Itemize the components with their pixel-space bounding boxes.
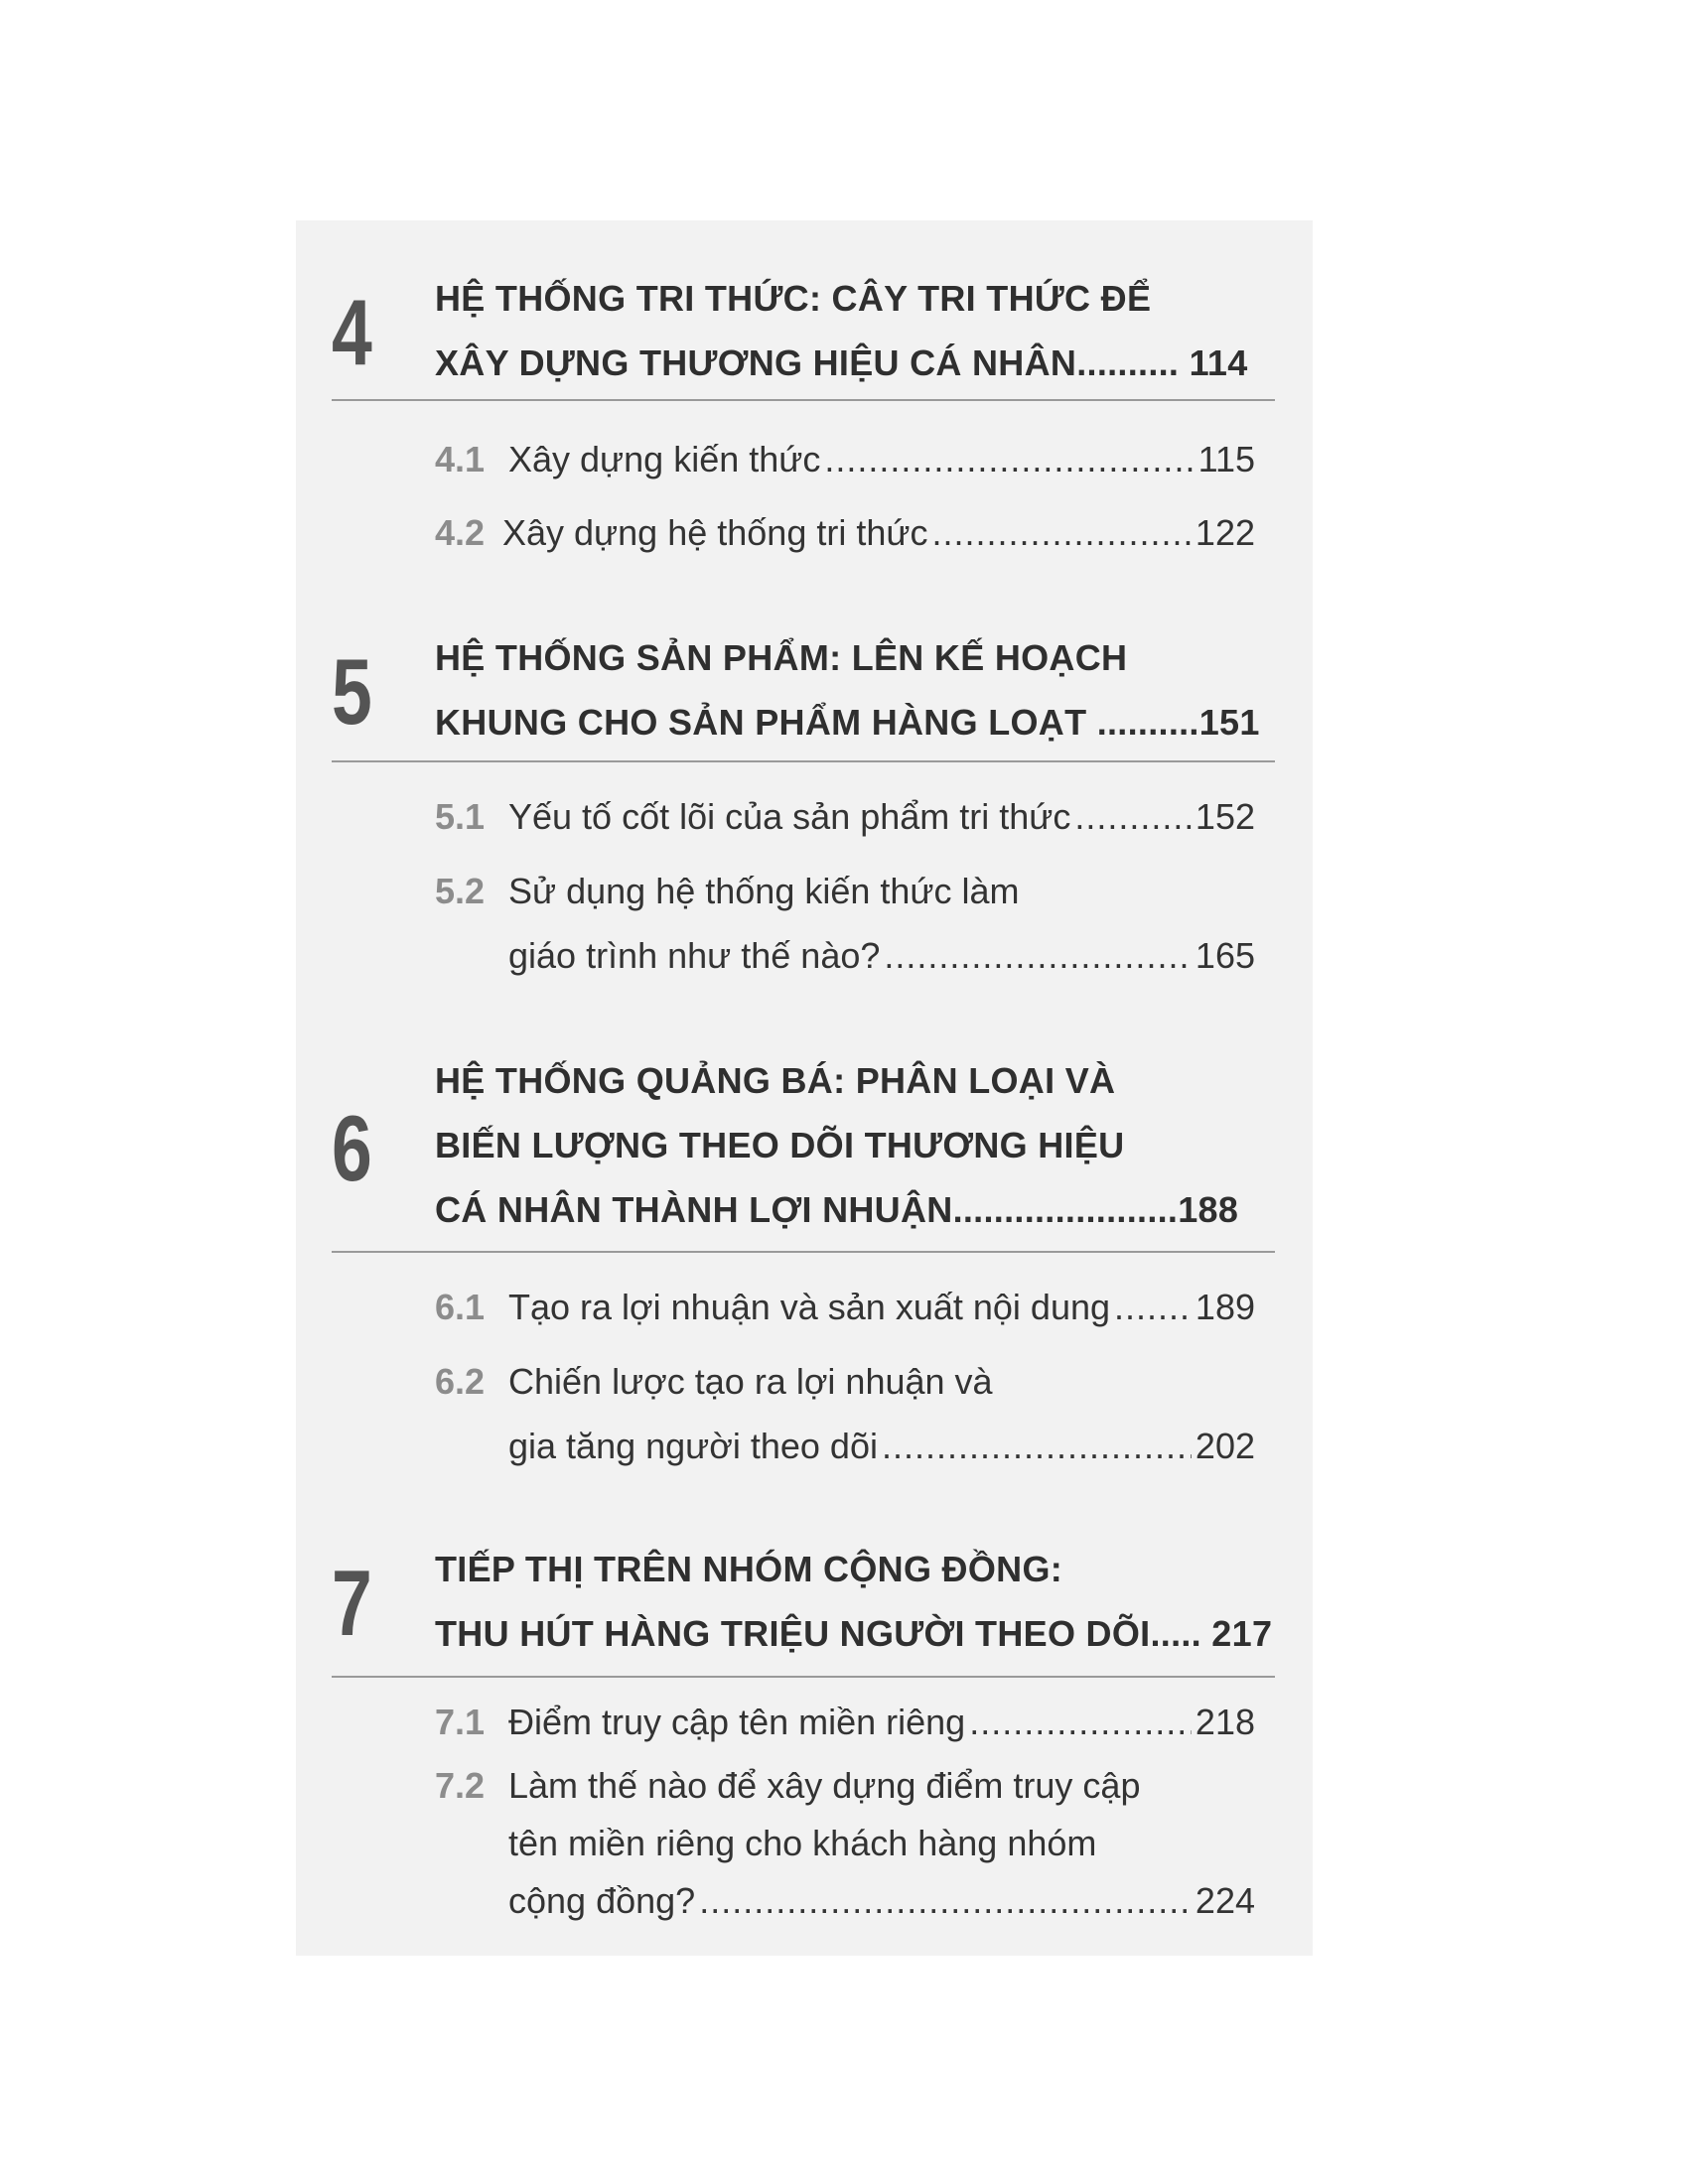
leader-dots xyxy=(1070,784,1192,849)
section-number: 6.2 xyxy=(435,1361,486,1402)
leader-dots xyxy=(927,500,1191,565)
section-title: Điểm truy cập tên miền riêng xyxy=(508,1702,966,1742)
leader-dots xyxy=(695,1872,1192,1930)
section-title-continued: gia tăng người theo dõi xyxy=(508,1426,878,1466)
table-of-contents xyxy=(296,220,1313,1956)
section-5-1[interactable] xyxy=(435,784,1255,849)
section-number: 5.2 xyxy=(435,871,486,911)
chapter-title[interactable] xyxy=(435,266,1255,395)
chapter-number: 5 xyxy=(332,639,371,744)
section-number: 4.2 xyxy=(435,512,486,553)
chapter-page: 114 xyxy=(1189,342,1248,383)
leader-dots xyxy=(820,427,1194,491)
chapter-divider xyxy=(332,399,1275,401)
leader-dots: .......... xyxy=(1096,702,1199,743)
chapter-number: 7 xyxy=(332,1551,371,1655)
section-7-2[interactable] xyxy=(435,1757,1255,1930)
section-page: 122 xyxy=(1195,512,1255,553)
section-number: 6.1 xyxy=(435,1287,486,1327)
chapter-title-line: HỆ THỐNG TRI THỨC: CÂY TRI THỨC ĐỂ xyxy=(435,278,1152,319)
chapter-page: 217 xyxy=(1211,1613,1273,1654)
section-5-2[interactable] xyxy=(435,859,1255,988)
chapter-title[interactable] xyxy=(435,1537,1273,1666)
chapter-title-line-with-page xyxy=(435,690,1260,754)
leader-dots xyxy=(1110,1275,1192,1339)
chapter-title-text: THU HÚT HÀNG TRIỆU NGƯỜI THEO DÕI xyxy=(435,1613,1151,1654)
chapter-title-line: TIẾP THỊ TRÊN NHÓM CỘNG ĐỒNG: xyxy=(435,1549,1063,1589)
section-7-1[interactable] xyxy=(435,1690,1255,1754)
leader-dots: .......... xyxy=(1076,342,1180,383)
section-page: 165 xyxy=(1195,935,1255,976)
chapter-title-line-with-page xyxy=(435,331,1255,395)
chapter-divider xyxy=(332,1676,1275,1678)
section-6-2[interactable] xyxy=(435,1349,1255,1478)
chapter-title[interactable] xyxy=(435,1048,1255,1242)
section-page: 115 xyxy=(1197,439,1255,479)
section-title: Chiến lược tạo ra lợi nhuận và xyxy=(508,1361,993,1402)
section-number: 7.2 xyxy=(435,1765,486,1806)
section-page: 189 xyxy=(1195,1287,1255,1327)
chapter-title-line-with-page xyxy=(435,1601,1273,1666)
leader-dots: ...................... xyxy=(952,1189,1179,1230)
section-4-1[interactable] xyxy=(435,427,1255,491)
section-title-continued: cộng đồng? xyxy=(508,1880,696,1921)
section-page: 202 xyxy=(1195,1426,1255,1466)
leader-dots: ..... xyxy=(1150,1613,1201,1654)
chapter-title-line-with-page xyxy=(435,1177,1255,1242)
section-title: Sử dụng hệ thống kiến thức làm xyxy=(508,871,1020,911)
section-title: Xây dựng kiến thức xyxy=(508,439,821,479)
section-title: Yếu tố cốt lõi của sản phẩm tri thức xyxy=(508,796,1071,837)
section-page: 152 xyxy=(1195,796,1255,837)
chapter-title-line: HỆ THỐNG SẢN PHẨM: LÊN KẾ HOẠCH xyxy=(435,637,1128,678)
section-number: 4.1 xyxy=(435,439,486,479)
leader-dots xyxy=(880,923,1192,988)
section-page: 218 xyxy=(1195,1702,1255,1742)
chapter-divider xyxy=(332,1251,1275,1253)
section-title-continued: giáo trình như thế nào? xyxy=(508,935,881,976)
chapter-number: 4 xyxy=(332,280,371,384)
leader-dots xyxy=(965,1690,1192,1754)
section-number: 7.1 xyxy=(435,1702,486,1742)
chapter-page: 151 xyxy=(1198,702,1260,743)
section-4-2[interactable] xyxy=(435,500,1255,565)
chapter-title-text: KHUNG CHO SẢN PHẨM HÀNG LOẠT xyxy=(435,702,1087,743)
chapter-title-text: XÂY DỰNG THƯƠNG HIỆU CÁ NHÂN xyxy=(435,342,1077,383)
section-title: Tạo ra lợi nhuận và sản xuất nội dung xyxy=(508,1287,1111,1327)
chapter-title-text: CÁ NHÂN THÀNH LỢI NHUẬN xyxy=(435,1189,953,1230)
section-6-1[interactable] xyxy=(435,1275,1255,1339)
chapter-title-line: BIẾN LƯỢNG THEO DÕI THƯƠNG HIỆU xyxy=(435,1125,1125,1165)
chapter-number: 6 xyxy=(332,1096,371,1200)
chapter-title-line: HỆ THỐNG QUẢNG BÁ: PHÂN LOẠI VÀ xyxy=(435,1060,1116,1101)
chapter-page: 188 xyxy=(1178,1189,1239,1230)
leader-dots xyxy=(878,1414,1192,1478)
section-number: 5.1 xyxy=(435,796,486,837)
chapter-divider xyxy=(332,760,1275,762)
section-page: 224 xyxy=(1195,1880,1255,1921)
section-title: Làm thế nào để xây dựng điểm truy cập xyxy=(508,1765,1141,1806)
chapter-title[interactable] xyxy=(435,625,1260,754)
section-title: Xây dựng hệ thống tri thức xyxy=(502,512,928,553)
section-title-continued: tên miền riêng cho khách hàng nhóm xyxy=(508,1823,1097,1863)
